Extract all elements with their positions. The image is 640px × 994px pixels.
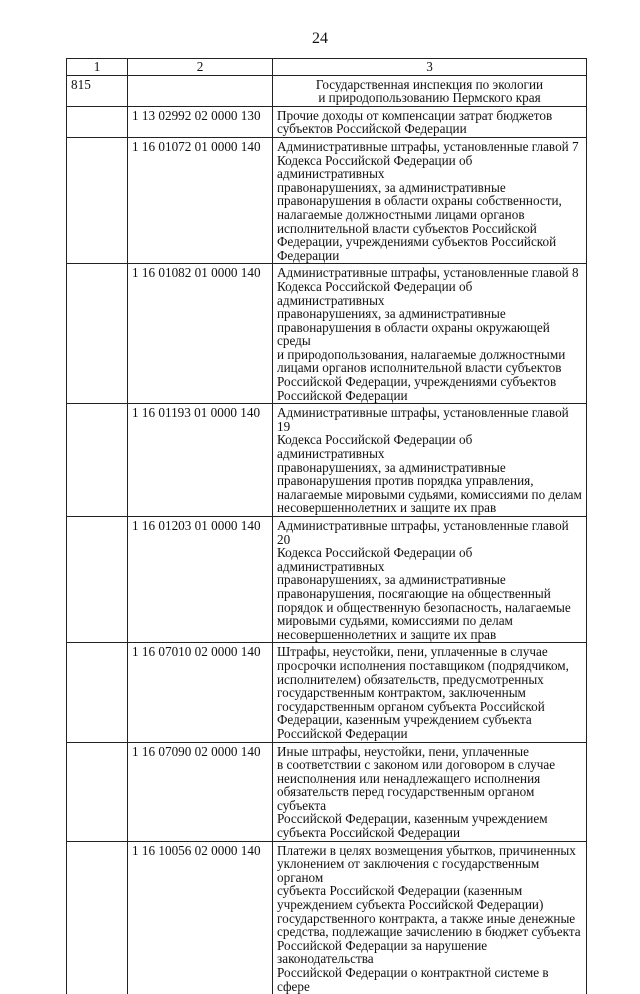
table-row [67,75,587,106]
administrator-code-cell [67,742,128,841]
administrator-code-cell: 815 [67,75,128,106]
revenue-description-cell: Административные штрафы, установленные главой 19 Кодекса Российской Федерации об административных правонарушениях, за административные правонарушения против порядка управления, налагаемые мировыми судьями, комиссиями по делам несовершеннолетних и защите их прав [273,404,587,517]
revenue-code-cell: 1 16 07010 02 0000 140 [128,643,273,742]
table-row [67,742,587,841]
budget-revenue-table [66,58,587,994]
revenue-description-cell: Платежи в целях возмещения убытков, причиненных уклонением от заключения с государственным органом субъекта Российской Федерации (казенным учреждением субъекта Российской Федерации) государственного контракта, а также иные денежные средства, подлежащие зачислению в бюджет субъекта Российской Федерации за нарушение законодательства Российской Федерации о контрактной системе в сфере [273,841,587,994]
header-column-1: 1 [67,59,128,76]
revenue-code-cell: 1 16 07090 02 0000 140 [128,742,273,841]
revenue-description-cell: Прочие доходы от компенсации затрат бюджетов субъектов Российской Федерации [273,106,587,137]
table-body [67,75,587,994]
revenue-description-cell: Административные штрафы, установленные главой 7 Кодекса Российской Федерации об административных правонарушениях, за административные правонарушения в области охраны собственности, налагаемые должностными лицами органов исполнительной власти субъектов Российской Федерации, учреждениями субъектов Российской Федерации [273,137,587,263]
administrator-code-cell [67,643,128,742]
table-row [67,841,587,994]
table-row [67,643,587,742]
table-row [67,517,587,643]
revenue-description-cell: Штрафы, неустойки, пени, уплаченные в случае просрочки исполнения поставщиком (подрядчиком, исполнителем) обязательств, предусмотренных государственным контрактом, заключенным государственным органом субъекта Российской Федерации, казенным учреждением субъекта Российской Федерации [273,643,587,742]
administrator-code-cell [67,404,128,517]
header-column-2: 2 [128,59,273,76]
administrator-code-cell [67,841,128,994]
revenue-code-cell [128,75,273,106]
administrator-code-cell [67,264,128,404]
table-row [67,137,587,263]
table-row [67,264,587,404]
page-number: 24 [312,30,328,47]
table-header [67,59,587,76]
revenue-code-cell: 1 16 01203 01 0000 140 [128,517,273,643]
revenue-description-cell: Административные штрафы, установленные главой 20 Кодекса Российской Федерации об административных правонарушениях, за административные правонарушения, посягающие на общественный порядок и общественную безопасность, налагаемые мировыми судьями, комиссиями по делам несовершеннолетних и защите их прав [273,517,587,643]
revenue-code-cell: 1 16 01072 01 0000 140 [128,137,273,263]
revenue-code-cell: 1 16 01082 01 0000 140 [128,264,273,404]
header-column-3: 3 [273,59,587,76]
revenue-description-cell: Иные штрафы, неустойки, пени, уплаченные в соответствии с законом или договором в случае неисполнения или ненадлежащего исполнения обязательств перед государственным органом субъекта Российской Федерации, казенным учреждением субъекта Российской Федерации [273,742,587,841]
revenue-description-cell: Государственная инспекция по экологии и природопользованию Пермского края [273,75,587,106]
administrator-code-cell [67,106,128,137]
revenue-code-cell: 1 16 01193 01 0000 140 [128,404,273,517]
administrator-code-cell [67,137,128,263]
table-row [67,106,587,137]
table-row [67,404,587,517]
revenue-code-cell: 1 13 02992 02 0000 130 [128,106,273,137]
table-header-row [67,59,587,76]
revenue-description-cell: Административные штрафы, установленные главой 8 Кодекса Российской Федерации об административных правонарушениях, за административные правонарушения в области охраны окружающей среды и природопользования, налагаемые должностными лицами органов исполнительной власти субъектов Российской Федерации, учреждениями субъектов Российской Федерации [273,264,587,404]
revenue-code-cell: 1 16 10056 02 0000 140 [128,841,273,994]
administrator-code-cell [67,517,128,643]
